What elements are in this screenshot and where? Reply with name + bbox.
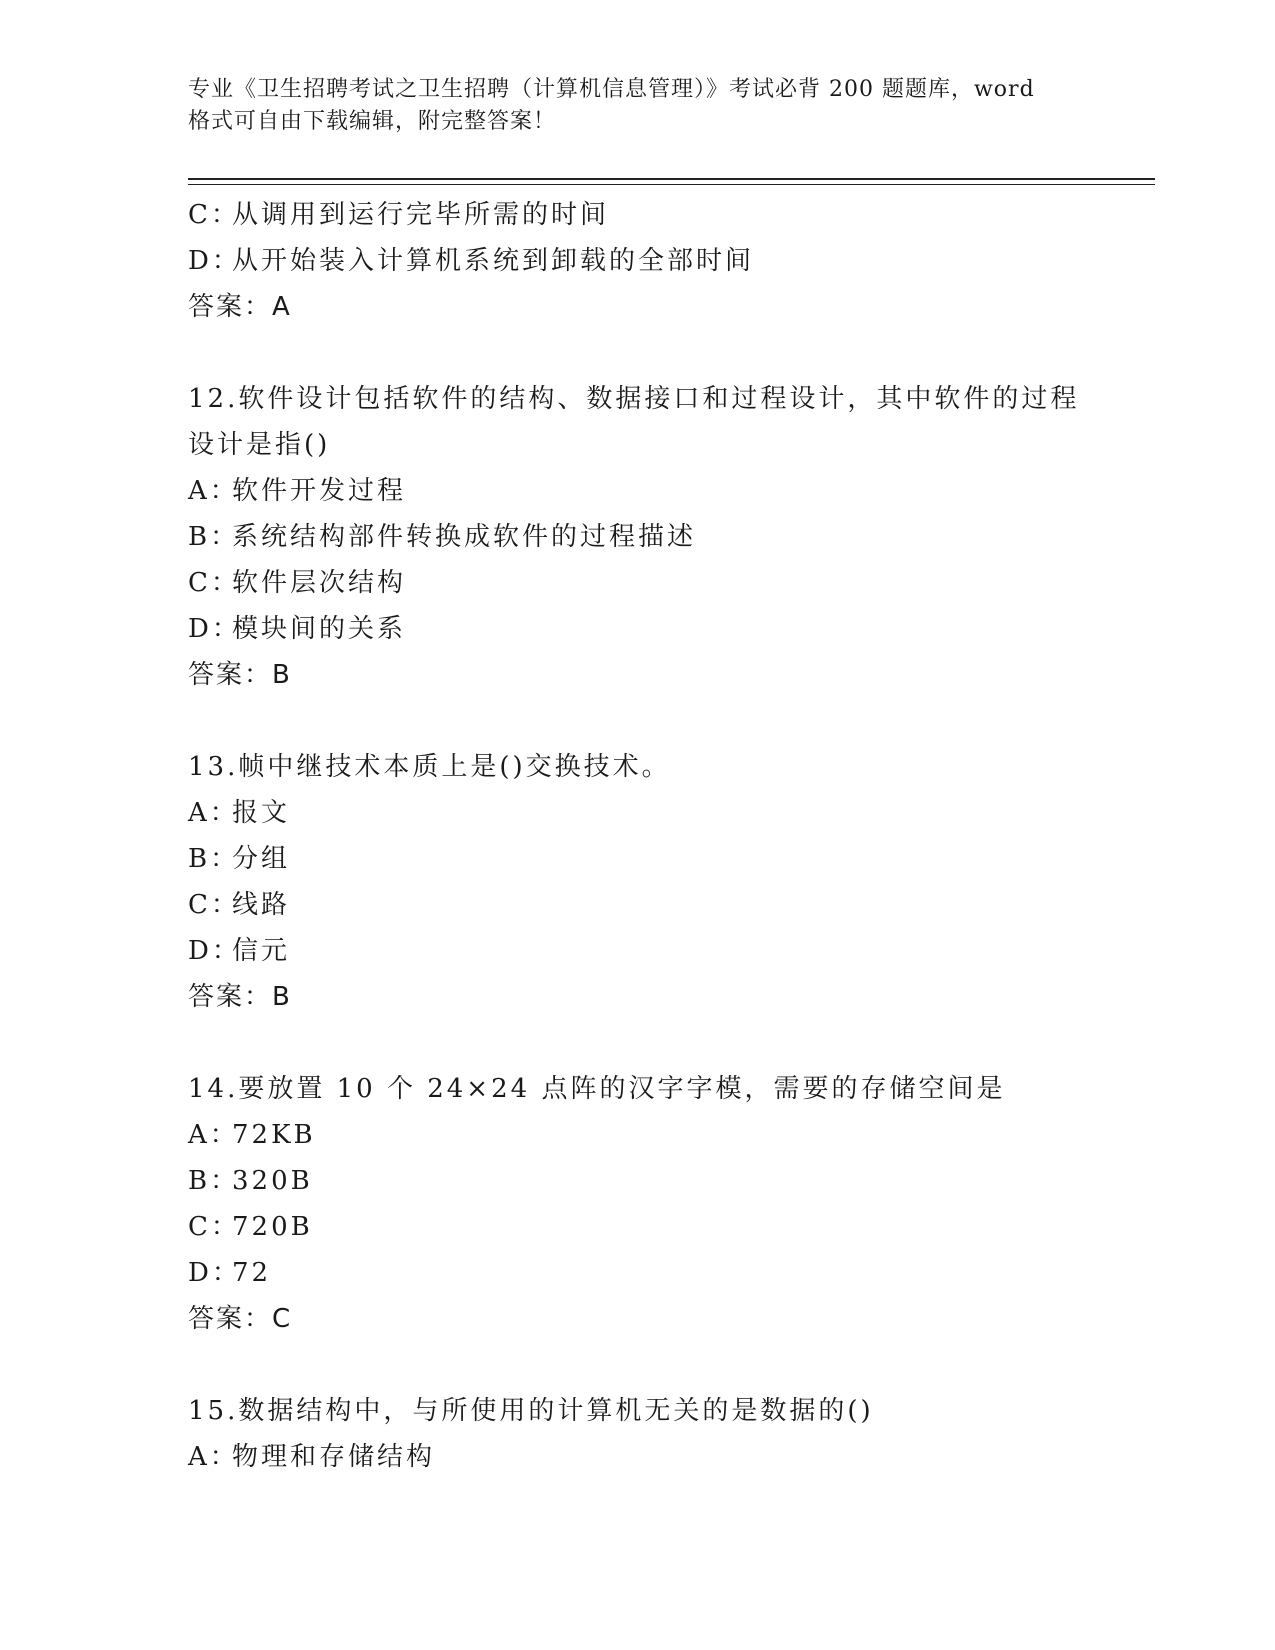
question-stem-line-1: 12.软件设计包括软件的结构、数据接口和过程设计，其中软件的过程: [188, 384, 1080, 414]
question-stem-line-2: 设计是指(): [188, 430, 331, 460]
option-label: A：: [188, 1120, 239, 1150]
question-13: [188, 744, 1088, 1020]
option-label: C：: [188, 890, 240, 920]
option-label: C：: [188, 200, 240, 230]
question-stem-line-1: 13.帧中继技术本质上是()交换技术。: [188, 752, 671, 782]
spacer: [188, 330, 1088, 376]
option-label: A：: [188, 1442, 239, 1472]
answer-line: 答案：B: [188, 660, 292, 690]
option-text: 72: [232, 1258, 272, 1288]
option-label: C：: [188, 1212, 240, 1242]
option-label: B：: [188, 844, 240, 874]
option-b: [188, 1158, 1088, 1204]
option-a: [188, 1434, 1088, 1480]
option-text: 从开始装入计算机系统到卸载的全部时间: [232, 246, 755, 276]
document-header: [188, 74, 1088, 138]
question-15: [188, 1388, 1088, 1480]
spacer: [188, 1342, 1088, 1388]
option-text: 720B: [232, 1212, 313, 1242]
option-label: B：: [188, 1166, 240, 1196]
option-label: D：: [188, 936, 241, 966]
answer-line: 答案：C: [188, 1304, 293, 1334]
answer-line: 答案：A: [188, 292, 292, 322]
option-text: 模块间的关系: [232, 614, 407, 644]
option-d: [188, 928, 1088, 974]
option-label: A：: [188, 798, 239, 828]
option-label: A：: [188, 476, 239, 506]
option-text: 从调用到运行完毕所需的时间: [232, 200, 610, 230]
option-a: [188, 1112, 1088, 1158]
option-text: 软件开发过程: [232, 476, 407, 506]
spacer: [188, 1020, 1088, 1066]
option-b: [188, 836, 1088, 882]
header-divider-thin: [188, 184, 1155, 185]
question-11-continued: [188, 192, 1088, 330]
option-label: B：: [188, 522, 240, 552]
spacer: [188, 698, 1088, 744]
option-d: [188, 1250, 1088, 1296]
option-b: [188, 514, 1088, 560]
option-a: [188, 468, 1088, 514]
option-text: 系统结构部件转换成软件的过程描述: [232, 522, 697, 552]
option-text: 72KB: [232, 1120, 316, 1150]
option-c: [188, 882, 1088, 928]
option-text: 物理和存储结构: [232, 1442, 436, 1472]
option-c: [188, 1204, 1088, 1250]
header-divider-thick: [188, 178, 1155, 180]
option-a: [188, 790, 1088, 836]
option-text: 报文: [232, 798, 291, 828]
option-label: D：: [188, 1258, 241, 1288]
question-list: [188, 192, 1088, 1480]
option-d: [188, 238, 1088, 284]
option-label: D：: [188, 614, 241, 644]
question-14: [188, 1066, 1088, 1342]
answer-line: 答案：B: [188, 982, 292, 1012]
option-label: C：: [188, 568, 240, 598]
option-text: 软件层次结构: [232, 568, 407, 598]
option-d: [188, 606, 1088, 652]
header-line-1: 专业《卫生招聘考试之卫生招聘（计算机信息管理）》考试必背 200 题题库，word: [188, 77, 1035, 102]
option-text: 320B: [232, 1166, 313, 1196]
option-text: 线路: [232, 890, 291, 920]
option-c: [188, 560, 1088, 606]
option-text: 信元: [232, 936, 291, 966]
option-c: [188, 192, 1088, 238]
option-text: 分组: [232, 844, 291, 874]
option-label: D：: [188, 246, 241, 276]
question-12: [188, 376, 1088, 698]
question-stem-line-1: 14.要放置 10 个 24×24 点阵的汉字字模，需要的存储空间是: [188, 1074, 1006, 1104]
header-line-2: 格式可自由下载编辑，附完整答案！: [188, 109, 557, 134]
question-stem-line-1: 15.数据结构中，与所使用的计算机无关的是数据的(): [188, 1396, 874, 1426]
